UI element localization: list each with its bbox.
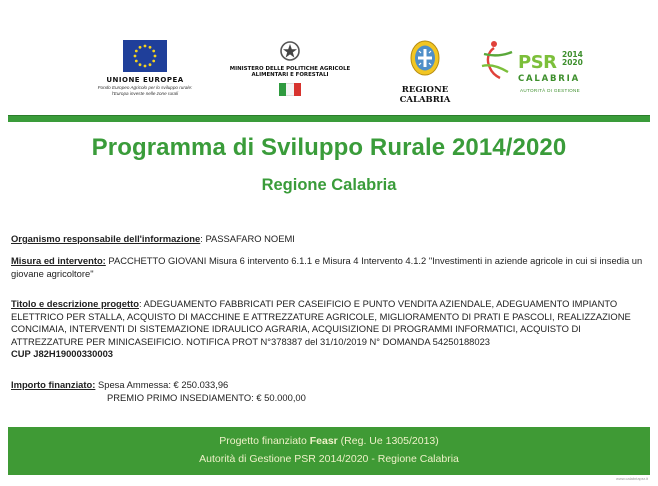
importo-row <box>11 379 651 404</box>
importo-value-spesa: Spesa Ammessa: € 250.033,96 <box>95 379 229 390</box>
ministry-name-1: MINISTERO DELLE POLITICHE AGRICOLE <box>229 66 351 72</box>
eu-flag-icon <box>123 40 167 72</box>
eu-subtitle-1: Fondo Europeo Agricolo per lo sviluppo rurale: <box>97 85 193 90</box>
ministry-logo <box>210 40 370 96</box>
misura-row <box>11 255 651 280</box>
psr-authority: AUTORITÀ DI GESTIONE <box>520 88 581 93</box>
top-divider-bar <box>8 115 650 122</box>
cup-code: CUP J82H19000330003 <box>11 348 113 359</box>
psr-logo <box>478 38 590 108</box>
importo-value-premio: PREMIO PRIMO INSEDIAMENTO: € 50.000,00 <box>107 391 306 403</box>
logo-header <box>0 0 658 112</box>
region-name: REGIONE CALABRIA <box>399 85 451 105</box>
organismo-row <box>11 233 651 246</box>
eu-logo <box>80 40 210 96</box>
footer-line-2: Autorità di Gestione PSR 2014/2020 - Regione Calabria <box>199 453 459 465</box>
titolo-row <box>11 298 651 361</box>
credit-text: www.calabriapsr.it <box>615 476 648 481</box>
misura-value: PACCHETTO GIOVANI Misura 6 intervento 6.1.1 e Misura 4 Intervento 4.1.2 "Investimenti in aziende agricole in cui si insedia un giovane agricoltore" <box>11 255 643 279</box>
organismo-value: : PASSAFARO NOEMI <box>200 233 295 244</box>
footer-regulation: (Reg. Ue 1305/2013) <box>337 435 439 447</box>
page-subtitle: Regione Calabria <box>261 176 397 194</box>
eu-subtitle-2: l'Europa investe nelle zone rurali <box>111 91 179 96</box>
ministry-name-2: ALIMENTARI E FORESTALI <box>251 72 329 79</box>
footer-prefix: Progetto finanziato <box>219 435 310 447</box>
psr-year-end: 2020 <box>562 58 583 67</box>
importo-label: Importo finanziato: <box>11 379 96 390</box>
organismo-label: Organismo responsabile dell'informazione <box>11 233 201 244</box>
eu-name: UNIONE EUROPEA <box>106 76 184 84</box>
footer-line-1 <box>8 434 650 448</box>
italian-emblem-icon <box>279 40 301 62</box>
misura-label: Misura ed intervento: <box>11 255 106 266</box>
psr-years <box>562 51 583 67</box>
calabria-shield-icon <box>410 40 440 76</box>
footer-banner <box>8 427 650 475</box>
italian-flag-icon <box>279 83 301 96</box>
psr-year-start: 2014 <box>562 50 583 59</box>
psr-star-icon <box>478 38 520 86</box>
calabria-logo <box>378 40 472 105</box>
titolo-value: : ADEGUAMENTO FABBRICATI PER CASEIFICIO E PUNTO VENDITA AZIENDALE, ADEGUAMENTO IMPIANTO ELETTRICO PER STALLA, ACQUISTO DI MACCHINE E ATTREZZATURE AGRICOLE, MIGLIORAMENTO DI PRATI E PASCOLI, REALIZZAZIONE CONCIMAIA, INTERVENTI DI SISTEMAZIONE IDRAULICO AGRARIA, ACQUISIZIONE DI PROGRAMMI INFORMATICI, ACQUISTO DI ATTREZZATURE PER MINICASEIFICIO. NOTIFICA PROT N°378387 del 31/10/2019 N° DOMANDA 54250188023 <box>11 298 631 347</box>
psr-text: PSR <box>518 52 557 73</box>
psr-calabria: CALABRIA <box>518 74 580 84</box>
page-title: Programma di Sviluppo Rurale 2014/2020 <box>91 134 567 161</box>
titolo-label: Titolo e descrizione progetto <box>11 298 139 309</box>
footer-feasr: Feasr <box>309 435 338 447</box>
